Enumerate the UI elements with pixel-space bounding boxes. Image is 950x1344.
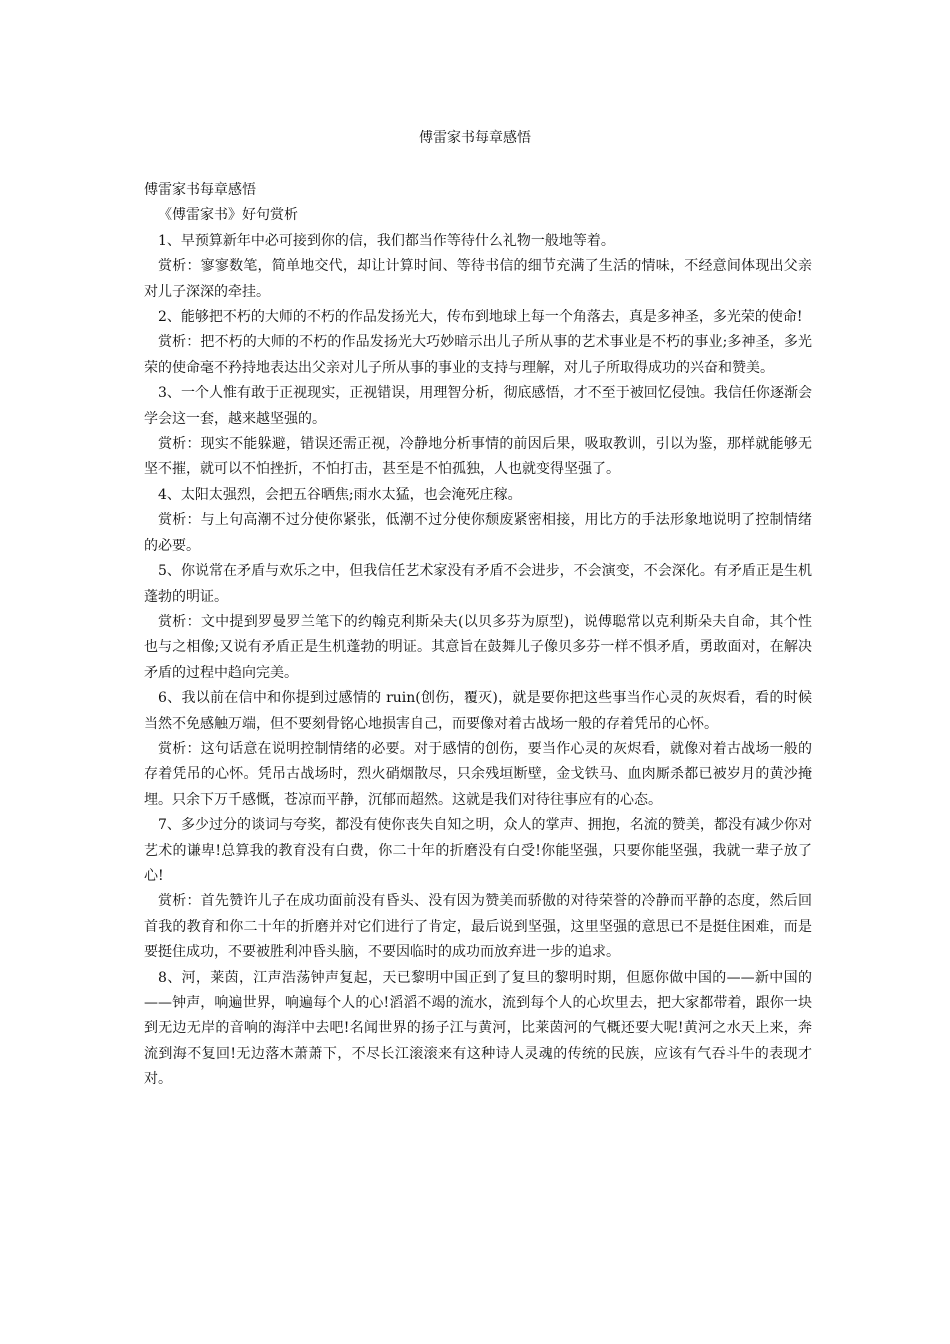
paragraph-5: 3、一个人惟有敢于正视现实，正视错误，用理智分析，彻底感悟，才不至于被回忆侵蚀。我信任你逐渐会学会这一套，越来越坚强的。 bbox=[144, 385, 812, 427]
document-body bbox=[144, 178, 812, 1093]
paragraph-4: 赏析：把不朽的大师的不朽的作品发扬光大巧妙暗示出儿子所从事的艺术事业是不朽的事业;多神圣，多光荣的使命毫不矜持地表达出父亲对儿子所从事的事业的支持与理解，对儿子所取得成功的兴奋和赞美。 bbox=[144, 334, 812, 376]
document-heading: 傅雷家书每章感悟 bbox=[144, 182, 256, 198]
paragraph-7: 4、太阳太强烈，会把五谷晒焦;雨水太猛，也会淹死庄稼。 bbox=[158, 486, 522, 503]
document-title: 傅雷家书每章感悟 bbox=[419, 130, 531, 146]
paragraph-11: 6、我以前在信中和你提到过感情的 ruin(创伤，覆灭)，就是要你把这些事当作心灵的灰烬看，看的时候当然不免感触万端，但不要刻骨铭心地损害自己，而要像对着古战场一般的存着凭吊的心怀。 bbox=[144, 690, 812, 732]
paragraph-6: 赏析：现实不能躲避，错误还需正视，冷静地分析事情的前因后果，吸取教训，引以为鉴，那样就能够无坚不摧，就可以不怕挫折，不怕打击，甚至是不怕孤独，人也就变得坚强了。 bbox=[144, 436, 812, 478]
paragraph-15: 8、河，莱茵，江声浩荡钟声复起，天已黎明中国正到了复旦的黎明时期，但愿你做中国的——新中国的——钟声，响遍世界，响遍每个人的心!滔滔不竭的流水，流到每个人的心坎里去，把大家都带着，跟你一块到无边无岸的音响的海洋中去吧!名闻世界的扬子江与黄河，比莱茵河的气概还要大呢!黄河之水天上来，奔流到海不复回!无边落木萧萧下，不尽长江滚滚来有这种诗人灵魂的传统的民族，应该有气吞斗牛的表现才对。 bbox=[144, 969, 812, 1088]
paragraph-13: 7、多少过分的谈词与夸奖，都没有使你丧失自知之明，众人的掌声、拥抱，名流的赞美，都没有减少你对艺术的谦卑!总算我的教育没有白费，你二十年的折磨没有白受!你能坚强，只要你能坚强，我就一辈子放了心! bbox=[144, 817, 812, 884]
document-subheading: 《傅雷家书》好句赏析 bbox=[158, 207, 298, 224]
paragraph-1: 1、早预算新年中必可接到你的信，我们都当作等待什么礼物一般地等着。 bbox=[158, 232, 615, 249]
paragraph-10: 赏析：文中提到罗曼罗兰笔下的约翰克利斯朵夫(以贝多芬为原型)，说傅聪常以克利斯朵夫自命，其个性也与之相像;又说有矛盾正是生机蓬勃的明证。其意旨在鼓舞儿子像贝多芬一样不惧矛盾，勇敢面对，在解决矛盾的过程中趋向完美。 bbox=[144, 613, 812, 681]
paragraph-3: 2、能够把不朽的大师的不朽的作品发扬光大，传布到地球上每一个角落去，真是多神圣，多光荣的使命! bbox=[158, 309, 803, 326]
paragraph-8: 赏析：与上句高潮不过分使你紧张，低潮不过分使你颓废紧密相接，用比方的手法形象地说明了控制情绪的必要。 bbox=[144, 512, 812, 554]
paragraph-2: 赏析：寥寥数笔，简单地交代，却让计算时间、等待书信的细节充满了生活的情味，不经意间体现出父亲对儿子深深的牵挂。 bbox=[144, 258, 812, 300]
paragraph-9: 5、你说常在矛盾与欢乐之中，但我信任艺术家没有矛盾不会进步，不会演变，不会深化。有矛盾正是生机蓬勃的明证。 bbox=[144, 563, 812, 605]
paragraph-14: 赏析：首先赞许儿子在成功面前没有昏头、没有因为赞美而骄傲的对待荣誉的冷静而平静的态度，然后回首我的教育和你二十年的折磨并对它们进行了肯定，最后说到坚强，这里坚强的意思已不是挺住困难，而是要挺住成功，不要被胜利冲昏头脑，不要因临时的成功而放弃进一步的追求。 bbox=[144, 893, 812, 961]
paragraph-12: 赏析：这句话意在说明控制情绪的必要。对于感情的创伤，要当作心灵的灰烬看，就像对着古战场一般的存着凭吊的心怀。凭吊古战场时，烈火硝烟散尽，只余残垣断壁，金戈铁马、血肉厮杀都已被岁月的黄沙掩埋。只余下万千感慨，苍凉而平静，沉郁而超然。这就是我们对待往事应有的心态。 bbox=[144, 740, 812, 808]
